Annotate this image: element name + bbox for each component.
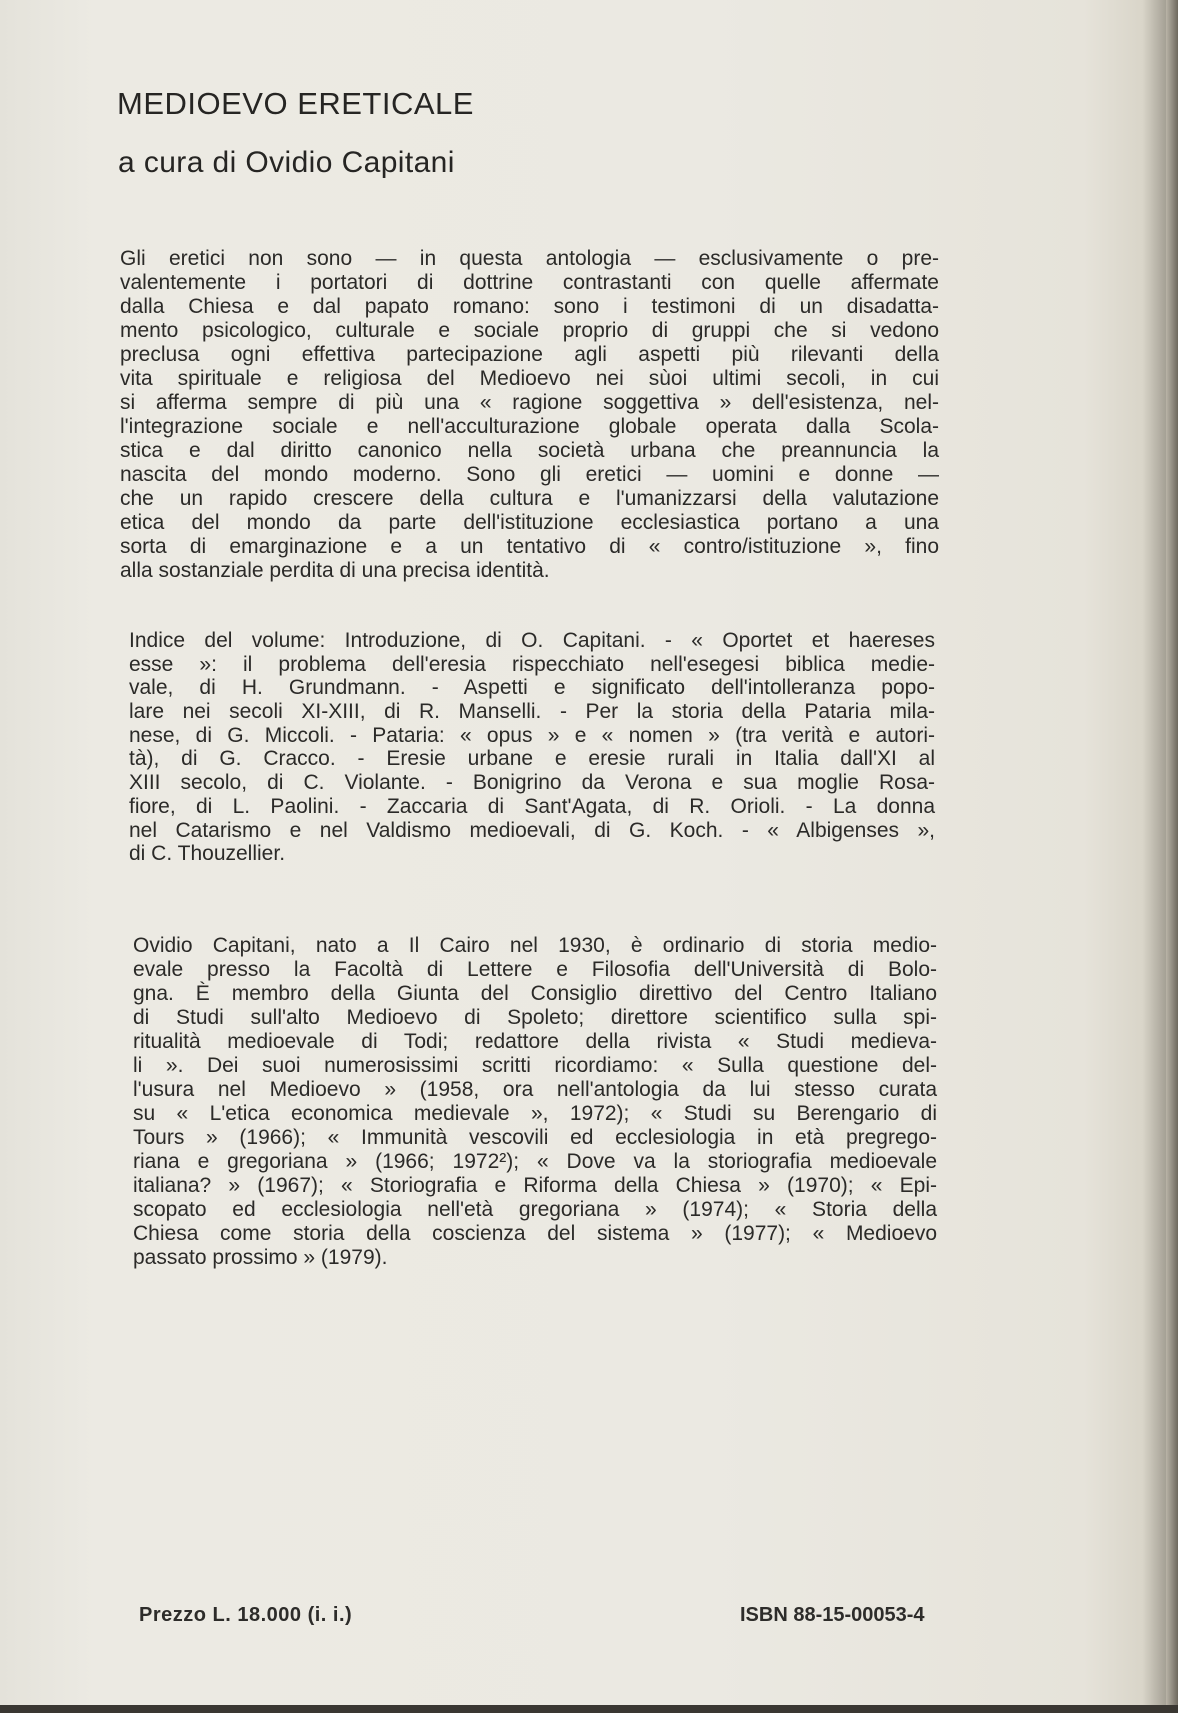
text-line: sorta di emarginazione e a un tentativo di « contro/istituzione », fino: [120, 535, 939, 558]
text-line: gna. È membro della Giunta del Consiglio direttivo del Centro Italiano: [133, 982, 937, 1005]
text-line: ritualità medioevale di Todi; redattore della rivista « Studi medieva-: [133, 1030, 937, 1053]
text-line: scopato ed ecclesiologia nell'età gregoriana » (1974); « Storia della: [133, 1198, 937, 1221]
table-of-contents-paragraph: [129, 629, 935, 866]
price-label: Prezzo L. 18.000 (i. i.): [139, 1604, 353, 1626]
text-line: preclusa ogni effettiva partecipazione agli aspetti più rilevanti della: [120, 343, 939, 366]
text-line: riana e gregoriana » (1966; 1972²); « Dove va la storiografia medioevale: [133, 1150, 937, 1173]
text-line: li ». Dei suoi numerosissimi scritti ricordiamo: « Sulla questione del-: [133, 1054, 937, 1077]
text-line: su « L'etica economica medievale », 1972); « Studi su Berengario di: [133, 1102, 937, 1125]
text-line: valentemente i portatori di dottrine contrastanti con quelle affermate: [120, 271, 939, 294]
text-line: che un rapido crescere della cultura e l'umanizzarsi della valutazione: [120, 487, 939, 510]
book-editor: a cura di Ovidio Capitani: [118, 146, 455, 179]
cover-right-edge: [1166, 0, 1178, 1713]
text-line: l'integrazione sociale e nell'acculturazione globale operata dalla Scola-: [120, 415, 939, 438]
text-line: Chiesa come storia della coscienza del sistema » (1977); « Medioevo: [133, 1222, 937, 1245]
text-line: Tours » (1966); « Immunità vescovili ed ecclesiologia in età pregrego-: [133, 1126, 937, 1149]
text-line: di C. Thouzellier.: [129, 842, 286, 866]
description-paragraph: [120, 247, 939, 583]
text-line: Ovidio Capitani, nato a Il Cairo nel 1930, è ordinario di storia medio-: [133, 934, 937, 957]
text-line: esse »: il problema dell'eresia rispecchiato nell'esegesi biblica medie-: [129, 652, 935, 676]
text-line: nel Catarismo e nel Valdismo medioevali, di G. Koch. - « Albigenses »,: [129, 818, 935, 842]
text-line: stica e dal diritto canonico nella società urbana che preannuncia la: [120, 439, 939, 462]
text-line: italiana? » (1967); « Storiografia e Riforma della Chiesa » (1970); « Epi-: [133, 1174, 937, 1197]
text-line: Gli eretici non sono — in questa antologia — esclusivamente o pre-: [120, 247, 939, 270]
text-line: alla sostanziale perdita di una precisa identità.: [120, 559, 550, 582]
text-line: l'usura nel Medioevo » (1958, ora nell'antologia da lui stesso curata: [133, 1078, 937, 1101]
text-line: etica del mondo da parte dell'istituzione ecclesiastica portano a una: [120, 511, 939, 534]
book-title: MEDIOEVO ERETICALE: [117, 86, 474, 121]
text-line: mento psicologico, culturale e sociale proprio di gruppi che si vedono: [120, 319, 939, 342]
text-line: si afferma sempre di più una « ragione soggettiva » dell'esistenza, nel-: [120, 391, 939, 414]
text-line: Indice del volume: Introduzione, di O. Capitani. - « Oportet et haereses: [129, 629, 935, 652]
text-line: evale presso la Facoltà di Lettere e Filosofia dell'Università di Bolo-: [133, 958, 937, 981]
text-line: passato prossimo » (1979).: [133, 1246, 388, 1269]
text-line: dalla Chiesa e dal papato romano: sono i testimoni di un disadatta-: [120, 295, 939, 318]
isbn-label: ISBN 88-15-00053-4: [740, 1604, 925, 1626]
cover-bottom-edge: [0, 1705, 1178, 1713]
text-line: nese, di G. Miccoli. - Pataria: « opus » e « nomen » (tra verità e autori-: [129, 723, 935, 747]
author-bio-paragraph: [133, 934, 937, 1270]
text-line: vita spirituale e religiosa del Medioevo nei sùoi ultimi secoli, in cui: [120, 367, 939, 390]
text-line: di Studi sull'alto Medioevo di Spoleto; direttore scientifico sulla spi-: [133, 1006, 937, 1029]
text-line: lare nei secoli XI-XIII, di R. Manselli. - Per la storia della Pataria mila-: [129, 700, 935, 724]
text-line: XIII secolo, di C. Violante. - Bonigrino da Verona e sua moglie Rosa-: [129, 771, 935, 795]
text-line: nascita del mondo moderno. Sono gli eretici — uomini e donne —: [120, 463, 939, 486]
text-line: vale, di H. Grundmann. - Aspetti e significato dell'intolleranza popo-: [129, 676, 935, 700]
text-line: tà), di G. Cracco. - Eresie urbane e eresie rurali in Italia dall'XI al: [129, 747, 935, 771]
text-line: fiore, di L. Paolini. - Zaccaria di Sant'Agata, di R. Orioli. - La donna: [129, 794, 935, 818]
